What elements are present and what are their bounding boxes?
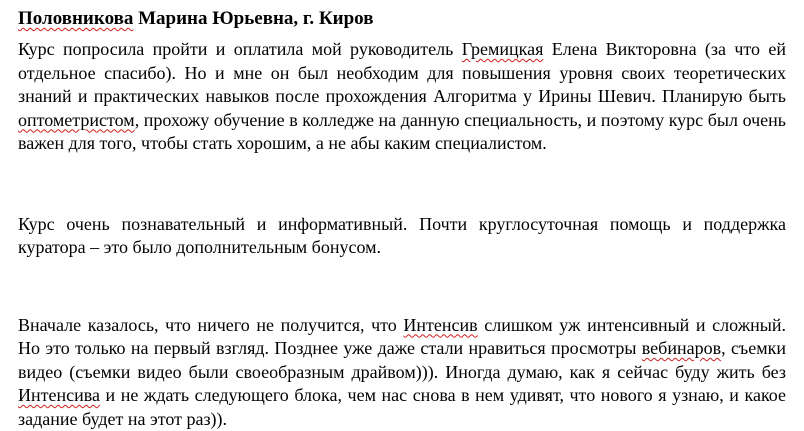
author-surname: Половникова xyxy=(18,8,133,29)
paragraph-1-misspelled-word-a: Гремицкая xyxy=(462,39,544,59)
paragraph-3-text-b: слишком уж интенсивный и сложный. Но это только на первый взгляд. Позднее уже даже стали нравиться просмотры xyxy=(18,315,786,359)
paragraph-3-misspelled-word-a: Интенсив xyxy=(403,315,477,335)
paragraph-3-misspelled-word-b: вебинаров xyxy=(642,338,721,358)
review-paragraph-1 xyxy=(18,38,786,156)
author-name-city: Марина Юрьевна, г. Киров xyxy=(133,8,373,29)
paragraph-1-text-a: Курс попросила пройти и оплатила мой руководитель xyxy=(18,39,462,59)
document-page xyxy=(18,6,786,431)
paragraph-2-text: Курс очень познавательный и информативный. Почти круглосуточная помощь и поддержка куратора – это было дополнительным бонусом. xyxy=(18,214,786,258)
paragraph-1-text-b: Елена Викторовна (за что ей отдельное спасибо). Но и мне он был необходим для повышения уровня своих теоретических знаний и практических навыков после прохождения Алгоритма у Ирины Шевич. Планирую быть xyxy=(18,39,786,106)
paragraph-spacer xyxy=(18,260,786,314)
paragraph-1-text-c: , прохожу обучение в колледже на данную специальность, и поэтому курс был очень важен для того, чтобы стать хорошим, а не абы каким специалистом. xyxy=(18,110,786,154)
paragraph-spacer xyxy=(18,156,786,213)
review-paragraph-2 xyxy=(18,213,786,260)
paragraph-3-misspelled-word-c: Интенсива xyxy=(18,385,100,405)
paragraph-3-text-a: Вначале казалось, что ничего не получится, что xyxy=(18,315,403,335)
author-heading xyxy=(18,6,786,32)
paragraph-3-text-d: и не ждать следующего блока, чем нас снова в нем удивят, что нового я узнаю, и какое задание будет на этот раз)). xyxy=(18,385,786,429)
review-paragraph-3 xyxy=(18,314,786,431)
paragraph-3-text-c: , съемки видео (съемки видео были своеобразным драйвом))). Иногда думаю, как я сейчас буду жить без xyxy=(18,338,786,382)
paragraph-1-misspelled-word-b: оптометристом xyxy=(18,110,135,130)
